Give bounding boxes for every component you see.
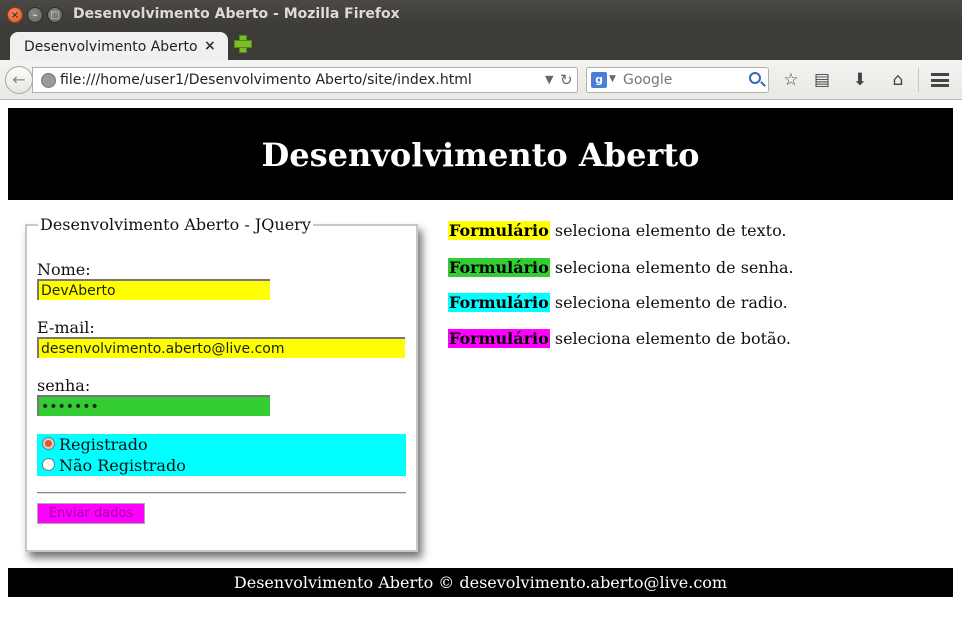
window-maximize-button[interactable]: □ [47, 7, 63, 23]
url-history-dropdown-icon[interactable]: ▼ [545, 73, 554, 86]
password-label: senha: [37, 376, 91, 395]
toolbar-separator [918, 68, 919, 92]
search-engine-dropdown-icon[interactable]: ▼ [609, 74, 616, 84]
bookmarks-menu-icon[interactable]: ▤ [813, 70, 831, 90]
rule-button [448, 329, 791, 348]
search-input[interactable] [623, 70, 743, 90]
window-close-button[interactable]: × [7, 7, 23, 23]
download-icon[interactable]: ⬇ [852, 70, 868, 90]
form-divider [37, 492, 406, 494]
tab-close-icon[interactable]: × [204, 38, 216, 54]
rule-description: seleciona elemento de texto. [549, 221, 787, 240]
password-input[interactable] [37, 395, 270, 416]
search-bar[interactable] [586, 67, 769, 93]
email-label: E-mail: [37, 318, 95, 337]
rule-tag: Formulário [449, 293, 549, 312]
radio-nao-registrado-label[interactable]: Não Registrado [59, 456, 186, 475]
rule-description: seleciona elemento de radio. [549, 293, 788, 312]
url-text[interactable]: file:///home/user1/Desenvolvimento Aberto/site/index.html [60, 72, 472, 88]
home-icon[interactable]: ⌂ [892, 70, 904, 90]
rule-description: seleciona elemento de senha. [549, 258, 794, 277]
radio-registrado[interactable] [42, 437, 55, 450]
rule-tag: Formulário [449, 221, 549, 240]
back-button[interactable]: ← [5, 66, 33, 94]
reload-icon[interactable]: ↻ [560, 71, 573, 89]
window-minimize-button[interactable]: – [27, 7, 43, 23]
radio-registrado-label[interactable]: Registrado [59, 435, 148, 454]
new-tab-plus-icon[interactable] [233, 34, 251, 52]
globe-icon [41, 73, 56, 88]
tab-label: Desenvolvimento Aberto [24, 39, 198, 55]
fieldset-legend: Desenvolvimento Aberto - JQuery [40, 215, 311, 234]
rule-tag: Formulário [449, 258, 549, 277]
site-footer [8, 568, 953, 597]
name-input[interactable] [37, 279, 270, 300]
title-bar [0, 0, 962, 30]
radio-nao-registrado[interactable] [42, 458, 55, 471]
url-bar[interactable] [32, 67, 578, 93]
rule-text [448, 221, 787, 240]
rule-description: seleciona elemento de botão. [549, 329, 791, 348]
search-icon[interactable] [749, 72, 761, 84]
rule-password [448, 258, 794, 277]
google-engine-icon[interactable]: g [591, 72, 607, 88]
name-label: Nome: [37, 260, 91, 279]
rule-tag: Formulário [449, 329, 549, 348]
registration-radio-group [37, 434, 406, 476]
tab-desenvolvimento-aberto[interactable] [10, 32, 228, 60]
page-title: Desenvolvimento Aberto [261, 136, 700, 174]
navigation-toolbar [0, 60, 962, 100]
footer-text: Desenvolvimento Aberto © desevolvimento.aberto@live.com [233, 573, 728, 592]
site-header [8, 108, 953, 200]
submit-button[interactable]: Enviar dados [37, 503, 145, 524]
window-title: Desenvolvimento Aberto - Mozilla Firefox [73, 6, 400, 22]
page-content [0, 101, 962, 621]
tab-strip [0, 30, 962, 60]
rule-radio [448, 293, 788, 312]
email-input[interactable] [37, 337, 405, 358]
bookmark-star-icon[interactable]: ☆ [783, 70, 799, 90]
hamburger-menu-icon[interactable] [931, 73, 949, 87]
